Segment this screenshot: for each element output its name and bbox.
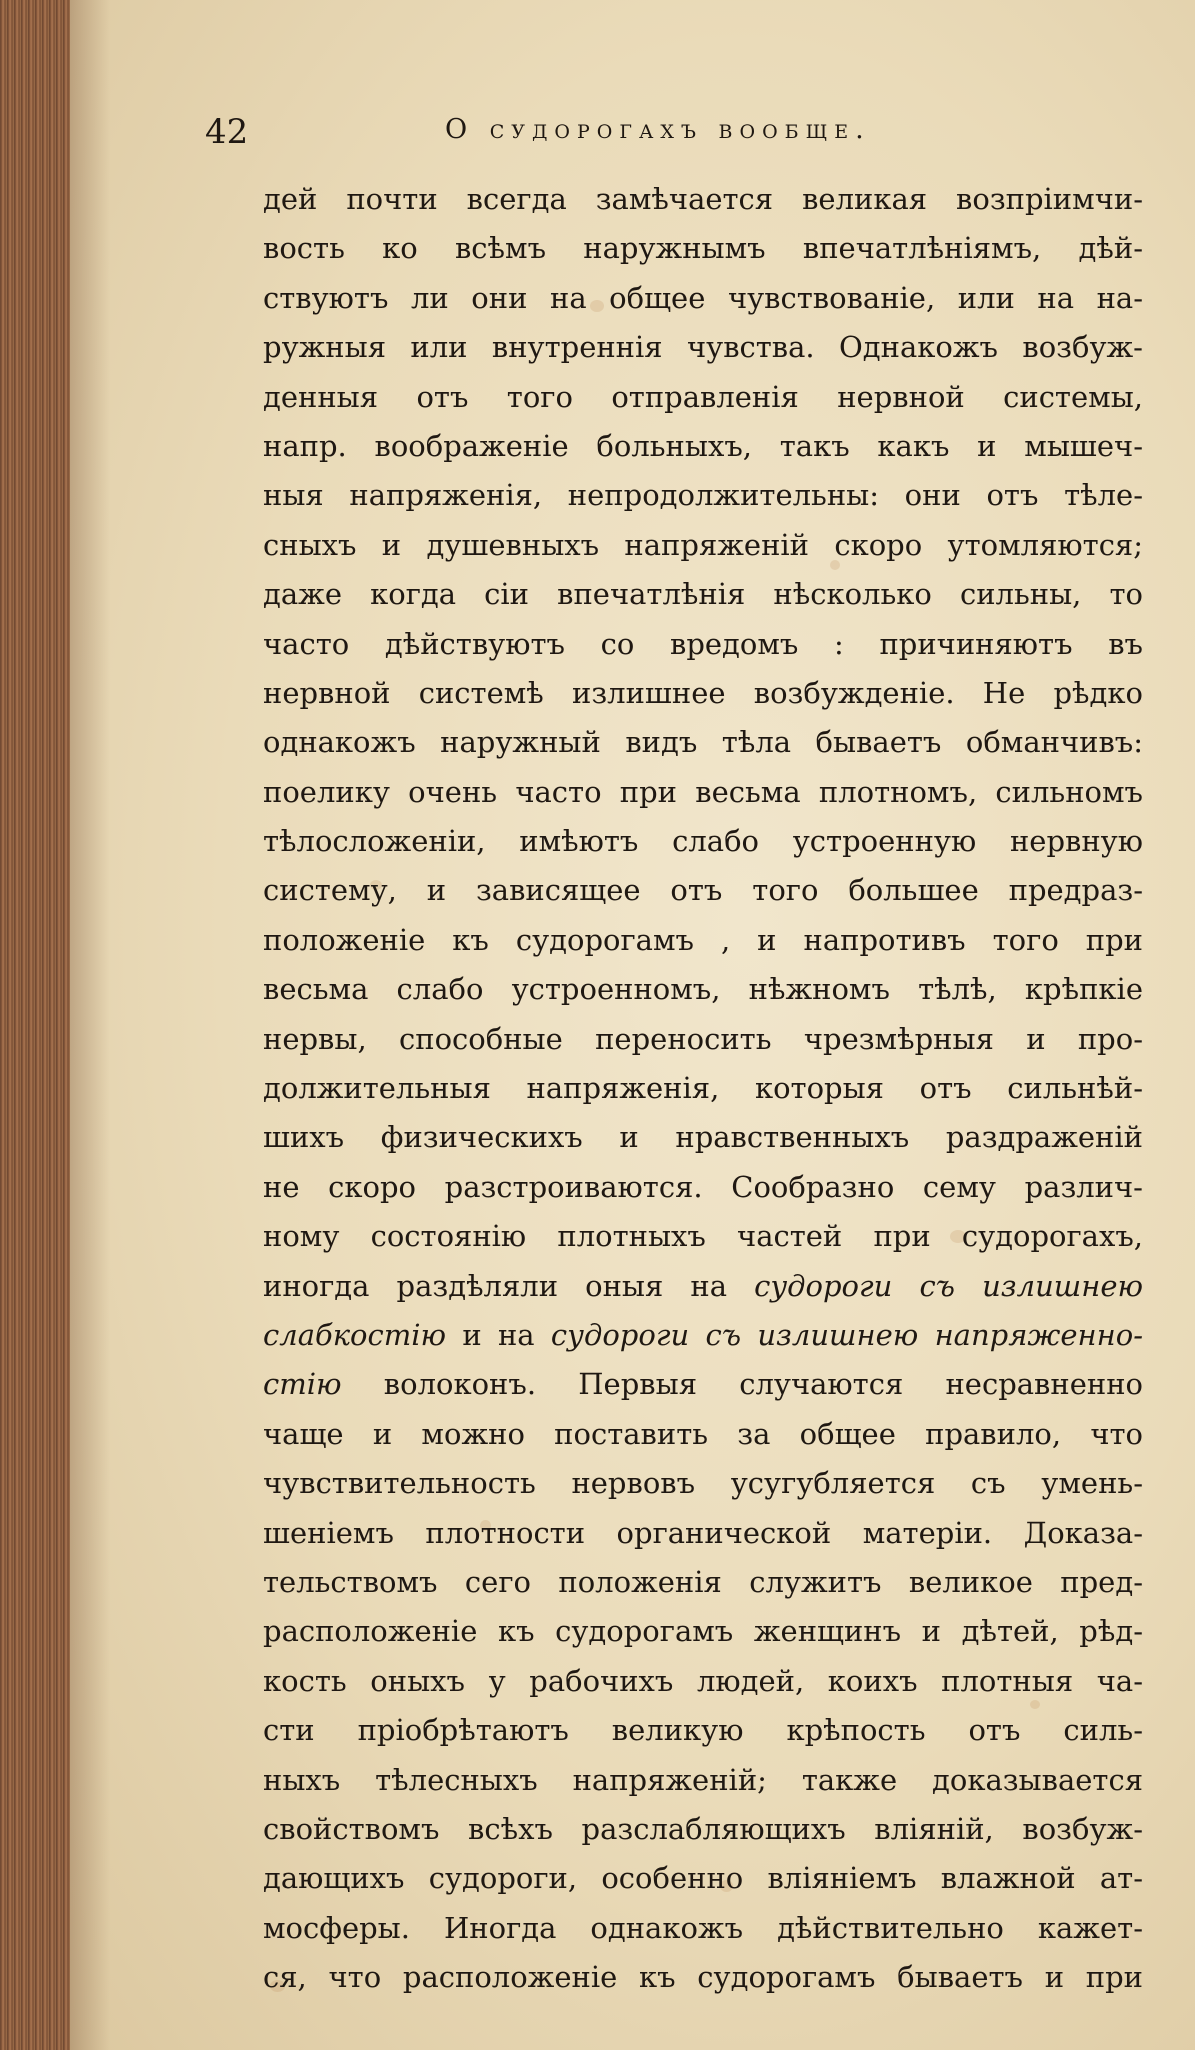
text-line: даже когда сіи впечатлѣнія нѣсколько сильны, то: [263, 577, 1143, 612]
text-line: ружныя или внутреннія чувства. Однакожъ возбуж-: [263, 330, 1143, 365]
text-line: сти пріобрѣтаютъ великую крѣпость отъ силь-: [263, 1713, 1143, 1748]
text-line: шихъ физическихъ и нравственныхъ раздраженій: [263, 1120, 1143, 1155]
text-line: тельствомъ сего положенія служитъ великое пред-: [263, 1564, 1143, 1599]
text-line: кость оныхъ у рабочихъ людей, коихъ плотныя ча-: [263, 1663, 1143, 1698]
italic-term: судороги съ излишнею напряженно-: [550, 1317, 1143, 1352]
text-line: поелику очень часто при весьма плотномъ, сильномъ: [263, 774, 1143, 809]
text-line: свойствомъ всѣхъ разслабляющихъ вліяній, возбуж-: [263, 1811, 1143, 1846]
text-line: сныхъ и душевныхъ напряженій скоро утомляются;: [263, 527, 1143, 562]
text-line: ствуютъ ли они на общее чувствованіе, или на на-: [263, 280, 1143, 315]
text-line: мосферы. Иногда однакожъ дѣйствительно кажет-: [263, 1910, 1143, 1945]
text-line: тѣлосложеніи, имѣютъ слабо устроенную нервную: [263, 824, 1143, 859]
italic-term: судороги съ излишнею: [754, 1268, 1143, 1303]
text-line: весьма слабо устроенномъ, нѣжномъ тѣлѣ, крѣпкіе: [263, 972, 1143, 1007]
text-line: нервы, способные переносить чрезмѣрныя и про-: [263, 1021, 1143, 1056]
text-line: иногда раздѣляли оныя на судороги съ излишнею: [263, 1268, 1143, 1303]
page-number: 42: [205, 112, 249, 152]
text-line: расположеніе къ судорогамъ женщинъ и дѣтей, рѣд-: [263, 1614, 1143, 1649]
text-line: должительныя напряженія, которыя отъ сильнѣй-: [263, 1071, 1143, 1106]
text-line: дающихъ судороги, особенно вліяніемъ влажной ат-: [263, 1861, 1143, 1896]
text-line: денныя отъ того отправленія нервной системы,: [263, 379, 1143, 414]
page-header: [205, 112, 1035, 162]
text-line: стію волоконъ. Первыя случаются несравненно: [263, 1367, 1143, 1402]
text-line: дей почти всегда замѣчается великая возпріимчи-: [263, 182, 1143, 216]
text-line: вость ко всѣмъ наружнымъ впечатлѣніямъ, дѣй-: [263, 231, 1143, 266]
text-line: ному состоянію плотныхъ частей при судорогахъ,: [263, 1219, 1143, 1254]
text-line: положеніе къ судорогамъ , и напротивъ того при: [263, 922, 1143, 957]
italic-term: стію: [263, 1367, 342, 1402]
text-line: чаще и можно поставить за общее правило, что: [263, 1416, 1143, 1451]
text-line: ся, что расположеніе къ судорогамъ бываетъ и при: [263, 1960, 1143, 1995]
text-line: шеніемъ плотности органической матеріи. Доказа-: [263, 1515, 1143, 1550]
text-line: систему, и зависящее отъ того большее предраз-: [263, 873, 1143, 908]
text-line: напр. воображеніе больныхъ, такъ какъ и мышеч-: [263, 428, 1143, 463]
text-line: слабкостію и на судороги съ излишнею напряженно-: [263, 1317, 1143, 1352]
text-line: ныя напряженія, непродолжительны: они отъ тѣле-: [263, 478, 1143, 513]
running-title: О судорогахъ вообще.: [445, 114, 871, 145]
text-line: нервной системѣ излишнее возбужденіе. Не рѣдко: [263, 675, 1143, 710]
italic-term: слабкостію: [263, 1317, 447, 1352]
text-line: однакожъ наружный видъ тѣла бываетъ обманчивъ:: [263, 725, 1143, 760]
text-line: не скоро разстроиваются. Сообразно сему различ-: [263, 1169, 1143, 1204]
text-line: часто дѣйствуютъ со вредомъ : причиняютъ въ: [263, 626, 1143, 661]
text-line: чувствительность нервовъ усугубляется съ умень-: [263, 1466, 1143, 1501]
text-line: ныхъ тѣлесныхъ напряженій; также доказывается: [263, 1762, 1143, 1797]
page-edge: [0, 0, 78, 2050]
body-text: [263, 175, 1143, 2002]
